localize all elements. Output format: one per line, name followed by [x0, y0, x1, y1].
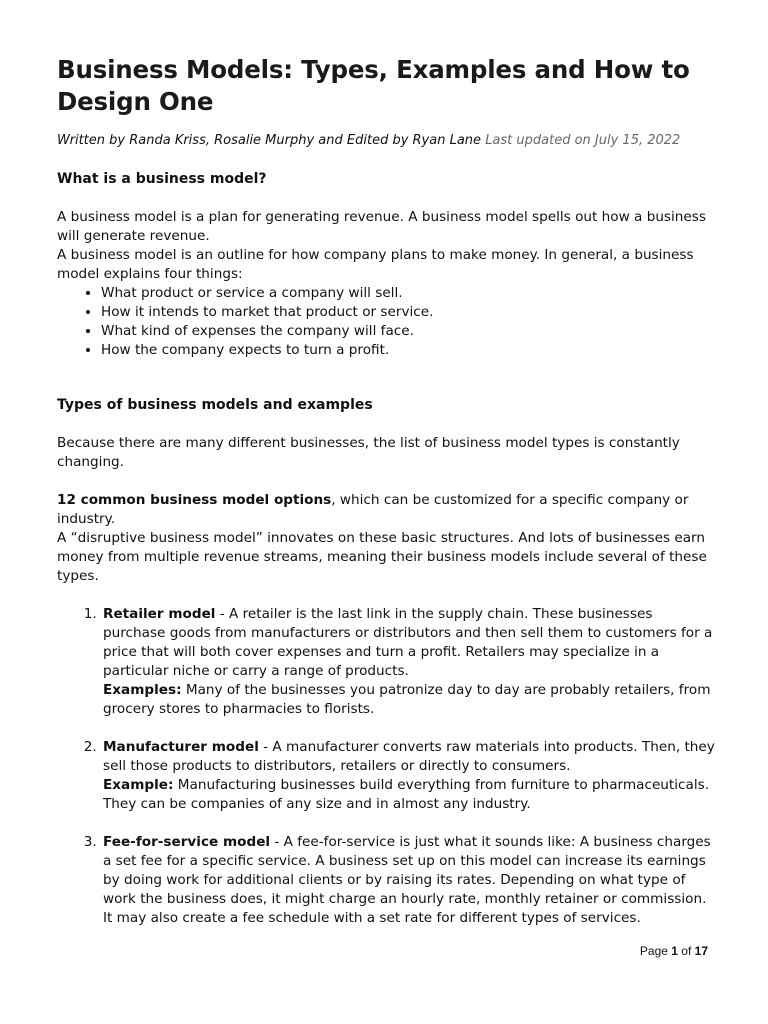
twelve-options-rest: , which can be customized for a specific company or industry. — [57, 492, 689, 527]
model-example-text: Many of the businesses you patronize day to day are probably retailers, from grocery stores to pharmacies to florists. — [103, 682, 711, 717]
model-desc: - A fee-for-service is just what it sounds like: A business charges a set fee for a specific service. A business set up on this model can increase its earnings by doing work for additional clients or by raising its rates. Depending on what type of work the business does, it might charge an hourly rate, monthly retainer or commission. It may also create a fee schedule with a set rate for different types of services. — [103, 834, 711, 926]
what-bullet-list — [57, 284, 717, 360]
bullet-item: • What product or service a company will sell. — [101, 284, 717, 303]
page-current: 1 — [671, 944, 678, 958]
what-paragraph-1: A business model is a plan for generating revenue. A business model spells out how a business will generate revenue. — [57, 209, 706, 244]
page-number-footer — [640, 944, 708, 958]
model-name: Retailer model — [103, 606, 216, 622]
byline-authors: Written by Randa Kriss, Rosalie Murphy and Edited by Ryan Lane — [57, 133, 482, 148]
disruptive-paragraph: A “disruptive business model” innovates on these basic structures. And lots of businesses earn money from multiple revenue streams, meaning their business models include several of these types. — [57, 530, 707, 584]
twelve-options-paragraph — [57, 491, 717, 529]
model-example-label: Examples: — [103, 682, 182, 698]
model-name: Fee-for-service model — [103, 834, 271, 850]
model-example-text: Manufacturing businesses build everything from furniture to pharmaceuticals. They can be companies of any size and in almost any industry. — [103, 777, 710, 812]
model-list — [57, 605, 717, 928]
model-item-retailer — [101, 605, 717, 719]
model-item-manufacturer — [101, 738, 717, 814]
page-total: 17 — [694, 944, 708, 958]
model-example-label: Example: — [103, 777, 174, 793]
section-heading-what: What is a business model? — [57, 171, 267, 187]
twelve-options-bold: 12 common business model options — [57, 492, 332, 508]
page-label: Page — [639, 944, 672, 958]
section-heading-types: Types of business models and examples — [57, 397, 373, 413]
types-paragraph: Because there are many different businesses, the list of business model types is constantly changing. — [57, 435, 680, 470]
what-paragraph-2: A business model is an outline for how company plans to make money. In general, a business model explains four things: — [57, 247, 694, 282]
model-name: Manufacturer model — [103, 739, 259, 755]
byline-updated: Last updated on July 15, 2022 — [485, 133, 681, 148]
page-title: Business Models: Types, Examples and How to Design One — [57, 55, 690, 116]
bullet-item: • What kind of expenses the company will face. — [101, 322, 717, 341]
byline — [57, 132, 717, 150]
bullet-item: • How it intends to market that product or service. — [101, 303, 717, 322]
page-of: of — [677, 944, 695, 958]
bullet-item: • How the company expects to turn a profit. — [101, 341, 717, 360]
model-item-fee-for-service — [101, 833, 717, 928]
page-content — [57, 54, 717, 947]
model-desc: - A manufacturer converts raw materials into products. Then, they sell those products to distributors, retailers or directly to consumers. — [103, 739, 715, 774]
model-desc: - A retailer is the last link in the supply chain. These businesses purchase goods from manufacturers or distributors and then sell them to customers for a price that will both cover expenses and turn a profit. Retailers may specialize in a particular niche or carry a range of products. — [103, 606, 713, 679]
